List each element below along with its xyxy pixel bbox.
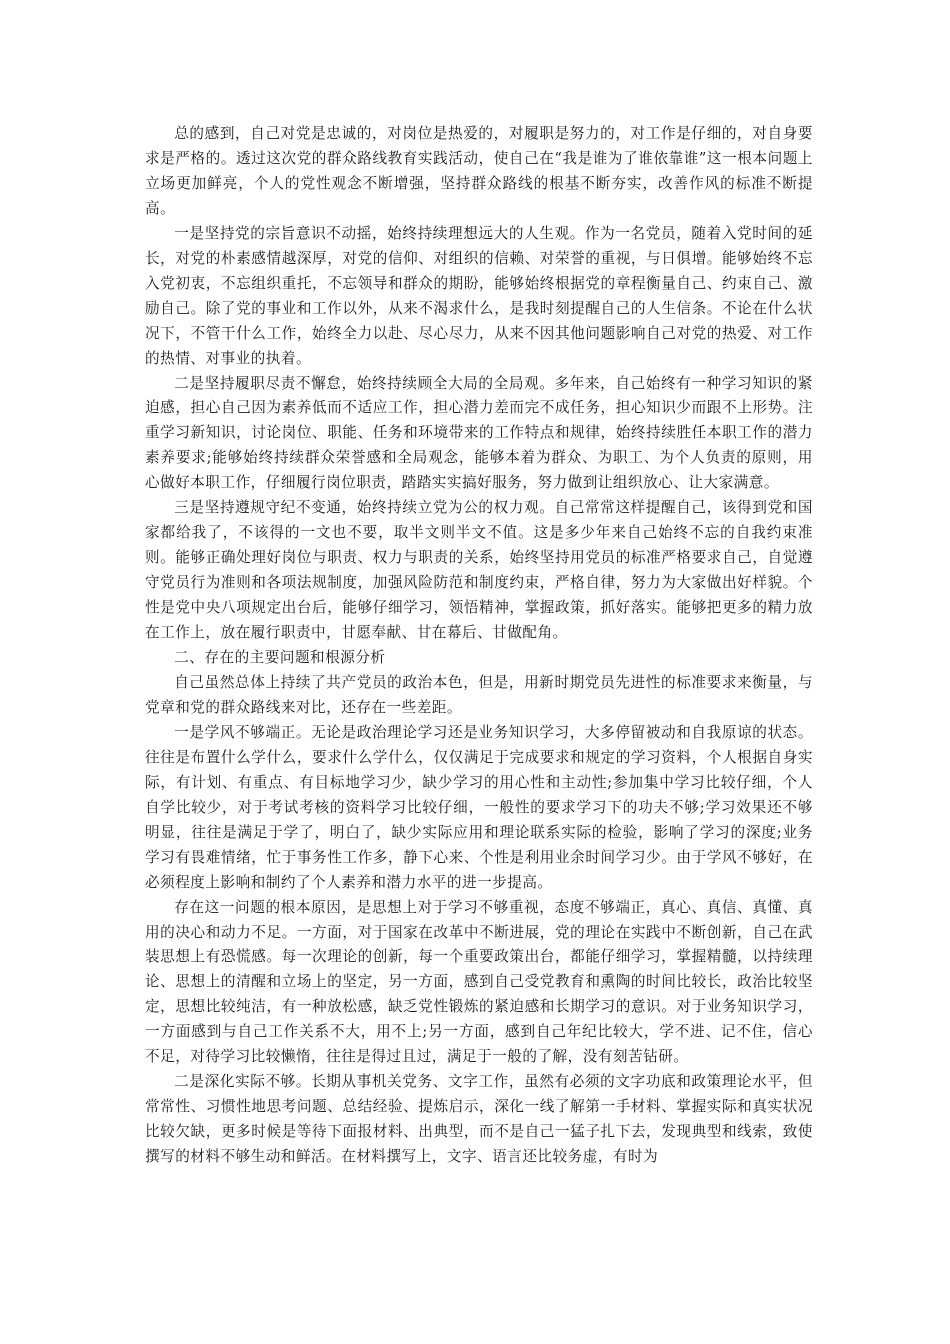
paragraph-intro-gaps: 自己虽然总体上持续了共产党员的政治本色，但是，用新时期党员先进性的标准要求来衡量，与党章和党的群众路线来对比，还存在一些差距。: [145, 673, 813, 716]
paragraph-study-style: 一是学风不够端正。无论是政治理论学习还是业务知识学习，大多停留被动和自我原谅的状态。往往是布置什么学什么，要求什么学什么，仅仅满足于完成要求和规定的学习资料，个人根据自身实际，有计划、有重点、有目标地学习少，缺少学习的用心性和主动性;参加集中学习比较仔细，个人自学比较少，对于考试考核的资料学习比较仔细，一般性的要求学习下的功夫不够;学习效果还不够明显，往往是满足于学了，明白了，缺少实际应用和理论联系实际的检验，影响了学习的深度;业务学习有畏难情绪，忙于事务性工作多，静下心来、个性是利用业余时间学习少。由于学风不够好，在必须程度上影响和制约了个人素养和潜力水平的进一步提高。: [145, 723, 813, 891]
paragraph-root-cause: 存在这一问题的根本原因，是思想上对于学习不够重视，态度不够端正，真心、真信、真懂、真用的决心和动力不足。一方面，对于国家在改革中不断进展，党的理论在实践中不断创新，自己在武装思想上有恐慌感。每一次理论的创新，每一个重要政策出台，都能仔细学习，掌握精髓，以持续理论、思想上的清醒和立场上的坚定，另一方面，感到自己受党教育和熏陶的时间比较长，政治比较坚定，思想比较纯洁，有一种放松感，缺乏党性锻炼的紧迫感和长期学习的意识。对于业务知识学习，一方面感到与自己工作关系不大，用不上;另一方面，感到自己年纪比较大，学不进、记不住，信心不足，对待学习比较懒惰，往往是得过且过，满足于一般的了解，没有刻苦钻研。: [145, 898, 813, 1066]
paragraph-summary: 总的感到，自己对党是忠诚的，对岗位是热爱的，对履职是努力的，对工作是仔细的，对自身要求是严格的。透过这次党的群众路线教育实践活动，使自己在“我是谁为了谁依靠谁”这一根本问题上立场更加鲜亮，个人的党性观念不断增强，坚持群众路线的根基不断夯实，改善作风的标准不断提高。: [145, 125, 813, 217]
paragraph-point-two: 二是坚持履职尽责不懈怠，始终持续顾全大局的全局观。多年来，自己始终有一种学习知识的紧迫感，担心自己因为素养低而不适应工作，担心潜力差而完不成任务，担心知识少而跟不上形势。注重学习新知识，讨论岗位、职能、任务和环境带来的工作特点和规律，始终持续胜任本职工作的潜力素养要求;能够始终持续群众荣誉感和全局观念，能够本着为群众、为职工、为个人负责的原则，用心做好本职工作，仔细履行岗位职责，踏踏实实搞好服务，努力做到让组织放心、让大家满意。: [145, 374, 813, 492]
document-page: [145, 122, 813, 1170]
section-heading: 二、存在的主要问题和根源分析: [174, 649, 386, 667]
paragraph-point-three: 三是坚持遵规守纪不变通，始终持续立党为公的权力观。自己常常这样提醒自己，该得到党和国家都给我了，不该得的一文也不要，取半文则半文不值。这是多少年来自己始终不忘的自我约束准则。能够正确处理好岗位与职责、权力与职责的关系，始终坚持用党员的标准严格要求自己，自觉遵守党员行为准则和各项法规制度，加强风险防范和制度约束，严格自律，努力为大家做出好样貌。个性是党中央八项规定出台后，能够仔细学习，领悟精神，掌握政策，抓好落实。能够把更多的精力放在工作上，放在履行职责中，甘愿奉献、甘在幕后、甘做配角。: [145, 499, 813, 642]
paragraph-practice: 二是深化实际不够。长期从事机关党务、文字工作，虽然有必须的文字功底和政策理论水平，但常常性、习惯性地思考问题、总结经验、提炼启示，深化一线了解第一手材料、掌握实际和真实状况比较欠缺，更多时候是等待下面报材料、出典型，而不是自己一猛子扎下去，发现典型和线索，致使撰写的材料不够生动和鲜活。在材料撰写上，文字、语言还比较务虚，有时为: [145, 1073, 813, 1166]
paragraph-point-one: 一是坚持党的宗旨意识不动摇，始终持续理想远大的人生观。作为一名党员，随着入党时间的延长，对党的朴素感情越深厚，对党的信仰、对组织的信赖、对荣誉的重视，与日俱增。能够始终不忘入党初衷，不忘组织重托，不忘领导和群众的期盼，能够始终根据党的章程衡量自己、约束自己、激励自己。除了党的事业和工作以外，从来不渴求什么，是我时刻提醒自己的人生信条。不论在什么状况下，不管干什么工作，始终全力以赴、尽心尽力，从来不因其他问题影响自己对党的热爱、对工作的热情、对事业的执着。: [145, 224, 813, 367]
